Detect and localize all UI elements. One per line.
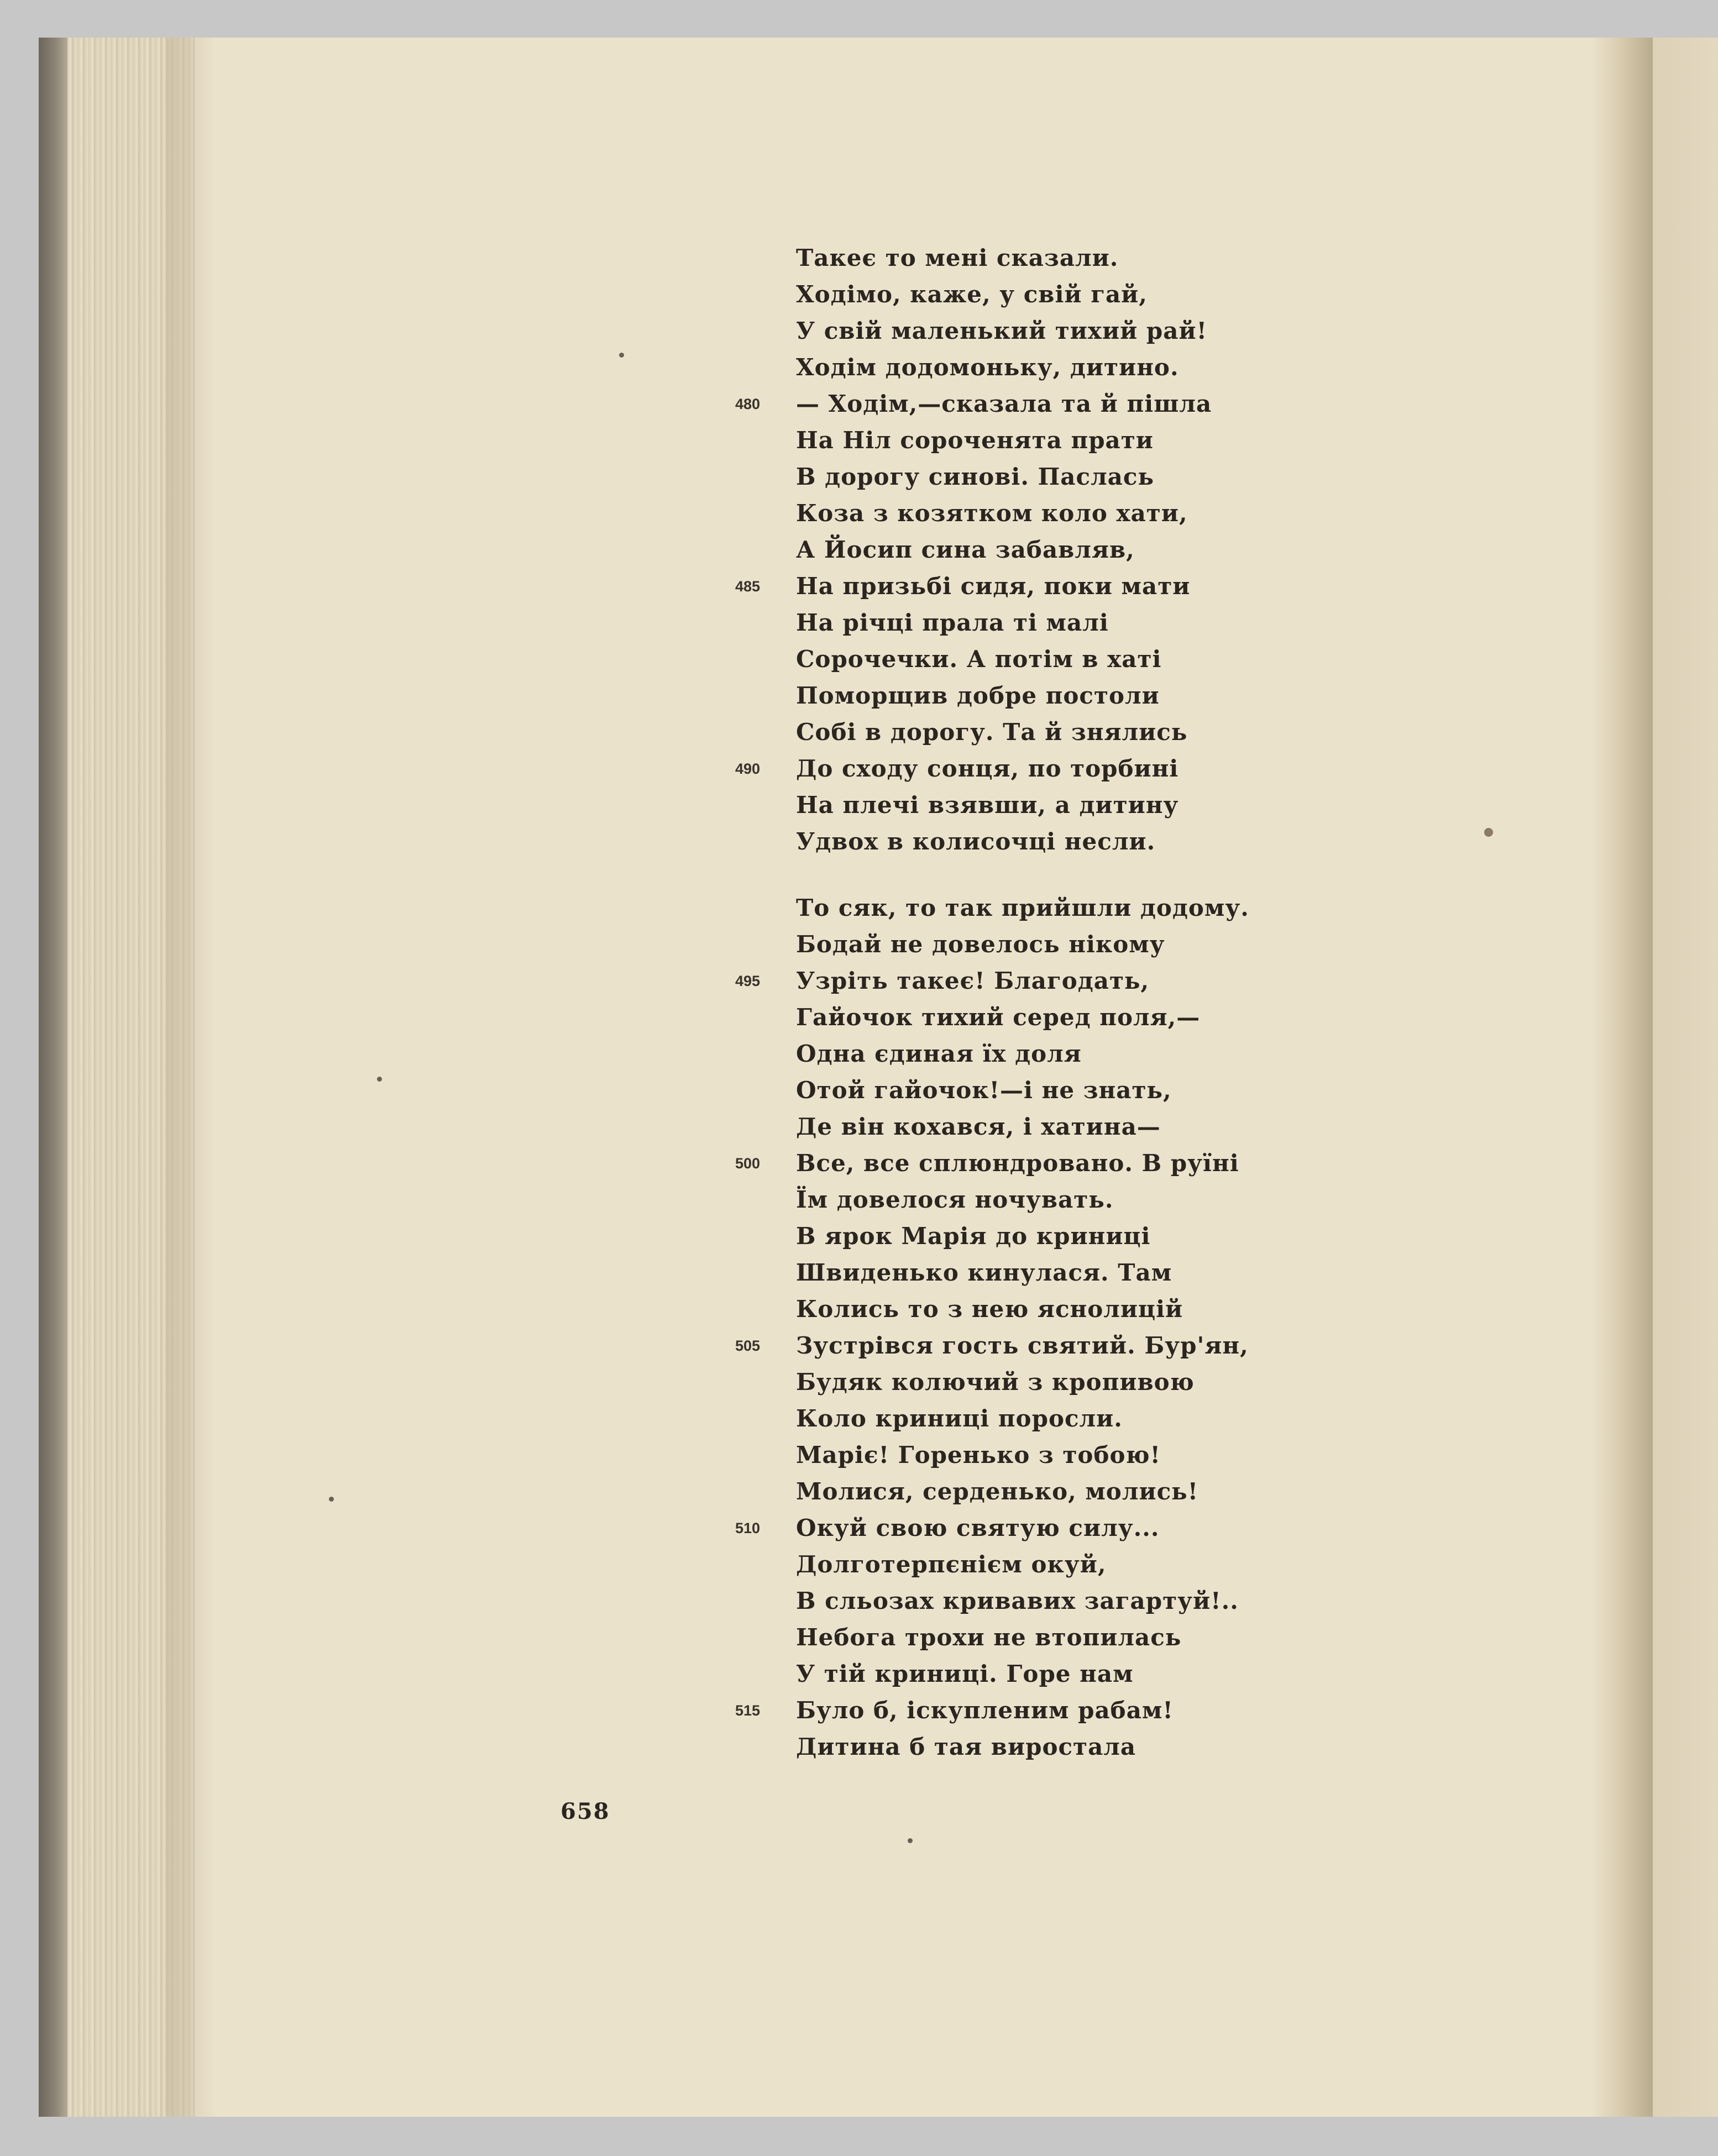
scanned-book-page <box>39 38 1718 2117</box>
line-text: Сорочечки. А потім в хаті <box>796 646 1162 673</box>
line-text: Зустрівся гость святий. Бур'ян, <box>796 1332 1249 1359</box>
line-text: Коза з козятком коло хати, <box>796 500 1188 527</box>
facing-page-edge <box>1653 38 1718 2117</box>
verse-line <box>796 1400 1249 1437</box>
paper-speck <box>619 353 624 358</box>
line-text: Гайочок тихий серед поля,— <box>796 1004 1201 1031</box>
line-number: 505 <box>735 1337 761 1354</box>
verse-line <box>796 1583 1249 1619</box>
verse-line <box>796 641 1249 678</box>
line-text: У свій маленький тихий рай! <box>796 317 1208 344</box>
line-text: В ярок Марія до криниці <box>796 1223 1151 1250</box>
verse-line <box>796 1619 1249 1656</box>
paper-speck <box>1484 828 1493 837</box>
line-text: Одна єдиная їх доля <box>796 1040 1082 1067</box>
book-gutter <box>1592 38 1653 2117</box>
line-text: Бодай не довелось нікому <box>796 931 1165 958</box>
line-text: Молися, серденько, молись! <box>796 1478 1199 1505</box>
line-number: 500 <box>735 1155 761 1172</box>
line-text: Все, все сплюндровано. В руїні <box>796 1150 1239 1177</box>
verse-line <box>796 1182 1249 1218</box>
line-text: Собі в дорогу. Та й знялись <box>796 718 1188 746</box>
verse-line <box>796 890 1249 926</box>
verse-line <box>796 823 1249 860</box>
verse-line <box>735 568 1249 605</box>
verse-line <box>796 1255 1249 1291</box>
line-number: 515 <box>735 1702 761 1719</box>
verse-line <box>796 1072 1249 1109</box>
verse-line <box>796 1291 1249 1328</box>
verse-line <box>796 276 1249 313</box>
verse-line <box>735 751 1249 787</box>
verse-line <box>735 1510 1249 1546</box>
verse-line <box>796 240 1249 276</box>
line-text: У тій криниці. Горе нам <box>796 1660 1134 1687</box>
line-number: 480 <box>735 396 761 412</box>
verse-line <box>735 1692 1249 1729</box>
line-text: На плечі взявши, а дитину <box>796 791 1179 819</box>
line-text: Ходім додомоньку, дитино. <box>796 354 1179 381</box>
verse-line <box>796 1364 1249 1400</box>
line-text: Було б, іскупленим рабам! <box>796 1697 1174 1724</box>
line-text: Колись то з нею яснолицій <box>796 1295 1183 1323</box>
line-text: Долготерпєнієм окуй, <box>796 1551 1107 1578</box>
verse-line <box>796 313 1249 349</box>
paper-speck <box>329 1497 334 1502</box>
line-text: Удвох в колисочці несли. <box>796 828 1156 855</box>
verse-line <box>735 963 1249 999</box>
verse-line <box>796 1656 1249 1692</box>
verse-line <box>796 678 1249 714</box>
line-number: 490 <box>735 760 761 777</box>
line-text: До сходу сонця, по торбині <box>796 755 1179 782</box>
line-text: Де він кохався, і хатина— <box>796 1113 1161 1140</box>
line-text: На річці прала ті малі <box>796 609 1109 636</box>
line-text: Небога трохи не втопилась <box>796 1624 1182 1651</box>
line-text: Ходімо, каже, у свій гай, <box>796 281 1148 308</box>
verse-line <box>735 1145 1249 1182</box>
verse-line <box>796 459 1249 495</box>
verse-line <box>796 999 1249 1036</box>
verse-line <box>796 1473 1249 1510</box>
verse-line <box>796 926 1249 963</box>
line-text: Поморщив добре постоли <box>796 682 1160 709</box>
poem-verse <box>735 240 1249 1765</box>
line-text: Маріє! Горенько з тобою! <box>796 1441 1161 1468</box>
line-number: 495 <box>735 973 761 989</box>
line-text: — Ходім,—сказала та й пішла <box>796 390 1212 417</box>
verse-line <box>796 1218 1249 1255</box>
line-text: То сяк, то так прийшли додому. <box>796 894 1249 921</box>
line-number: 485 <box>735 578 761 595</box>
verse-line <box>796 349 1249 386</box>
verse-line <box>796 714 1249 751</box>
line-text: В сльозах кривавих загартуй!.. <box>796 1587 1239 1614</box>
line-text: Узріть такеє! Благодать, <box>796 967 1150 994</box>
verse-line <box>735 386 1249 422</box>
line-text: Окуй свою святую силу... <box>796 1514 1160 1541</box>
line-number: 510 <box>735 1520 761 1536</box>
line-text: Коло криниці поросли. <box>796 1405 1123 1432</box>
page-shadow <box>166 38 216 2117</box>
verse-line <box>796 605 1249 641</box>
verse-line <box>796 1546 1249 1583</box>
line-text: В дорогу синові. Паслась <box>796 463 1154 490</box>
book-binding-edge <box>39 38 67 2117</box>
paper-speck <box>908 1838 913 1843</box>
verse-line <box>796 495 1249 532</box>
line-text: Будяк колючий з кропивою <box>796 1368 1195 1396</box>
verse-line <box>796 1036 1249 1072</box>
paper-speck <box>377 1077 382 1082</box>
line-text: Отой гайочок!—і не знать, <box>796 1077 1172 1104</box>
line-text: Їм довелося ночувать. <box>796 1186 1114 1213</box>
verse-line <box>796 1109 1249 1145</box>
line-text: Дитина б тая виростала <box>796 1733 1136 1760</box>
verse-line <box>796 1729 1249 1765</box>
page-number: 658 <box>561 1798 610 1824</box>
line-text: На Ніл сороченята прати <box>796 427 1154 454</box>
verse-line <box>796 1437 1249 1473</box>
verse-line <box>796 422 1249 459</box>
line-text: А Йосип сина забавляв, <box>796 536 1135 563</box>
line-text: Такеє то мені сказали. <box>796 244 1119 271</box>
verse-line <box>796 532 1249 568</box>
line-text: Швиденько кинулася. Там <box>796 1259 1172 1286</box>
line-text: На призьбі сидя, поки мати <box>796 573 1191 600</box>
verse-line <box>796 787 1249 823</box>
verse-line <box>735 1328 1249 1364</box>
